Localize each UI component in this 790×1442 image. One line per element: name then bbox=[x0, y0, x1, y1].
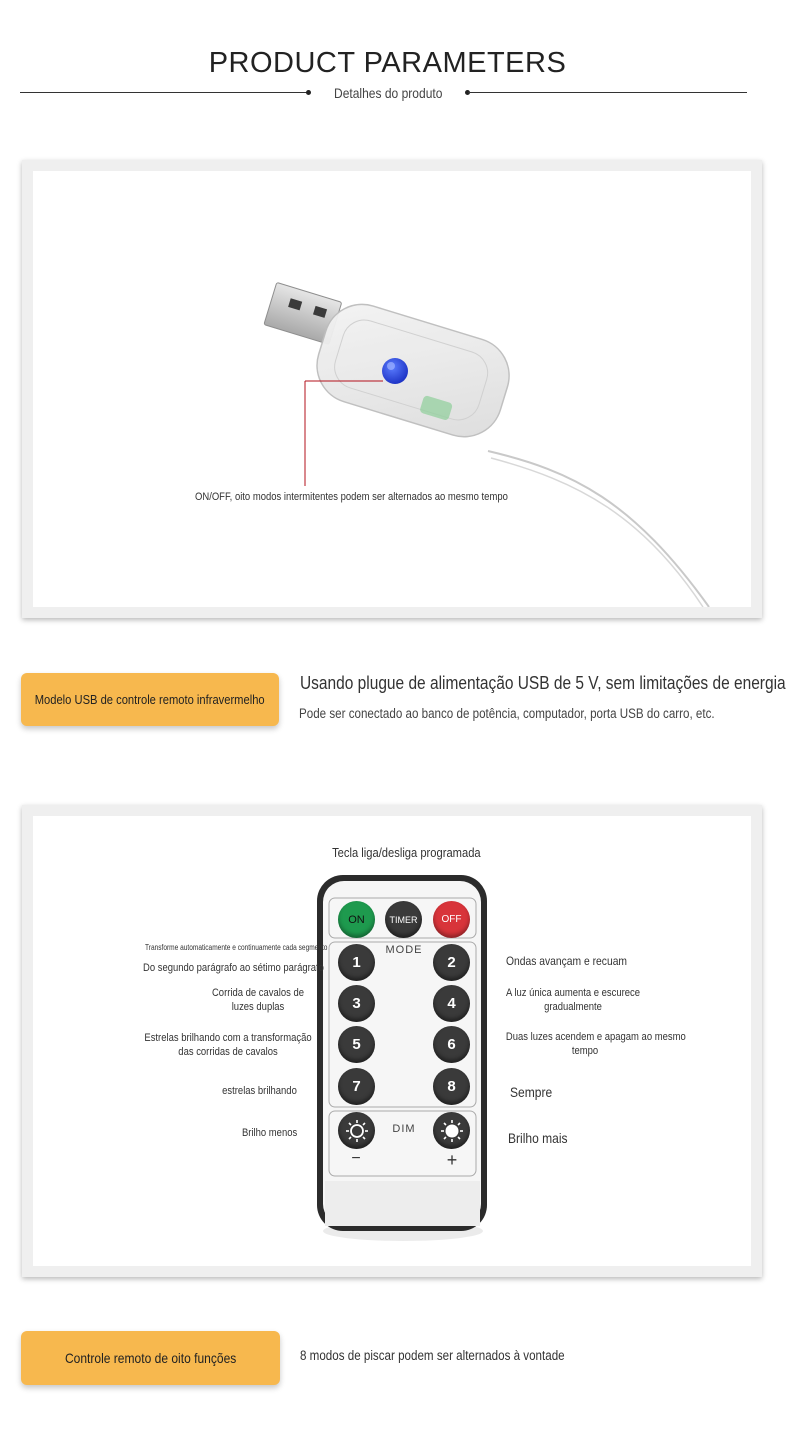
mode-8-button[interactable]: 8 bbox=[433, 1068, 470, 1105]
sun-filled-icon bbox=[440, 1119, 464, 1143]
minus-sign: − bbox=[351, 1150, 361, 1167]
page-subtitle: Detalhes do produto bbox=[334, 85, 443, 101]
usb-model-tag bbox=[21, 673, 279, 726]
mode-3-desc-line2: luzes duplas bbox=[231, 1001, 285, 1013]
mode-2-desc: Ondas avançam e recuam bbox=[506, 954, 628, 968]
remote-photo bbox=[33, 816, 751, 1266]
usb-photo-frame bbox=[22, 160, 762, 618]
mode-6-desc-line1: Duas luzes acendem e apagam ao mesmo bbox=[505, 1031, 686, 1043]
mode-2-button[interactable]: 2 bbox=[433, 944, 470, 981]
on-button[interactable] bbox=[338, 901, 375, 938]
mode-5-desc-line1: Estrelas brilhando com a transformação bbox=[144, 1032, 312, 1044]
mode-6-desc-line2: tempo bbox=[571, 1045, 599, 1057]
mode-4-desc bbox=[493, 987, 653, 1013]
remote-photo-frame bbox=[22, 805, 762, 1277]
timer-key-label-wrap bbox=[286, 844, 526, 862]
remote-function-tag bbox=[21, 1331, 280, 1385]
off-button-label: OFF bbox=[441, 914, 462, 925]
usb-photo bbox=[33, 171, 751, 607]
mode-3-desc-line1: Corrida de cavalos de bbox=[211, 987, 305, 999]
timer-button[interactable] bbox=[385, 901, 422, 938]
mode-8-desc: Sempre bbox=[510, 1084, 553, 1100]
mode-1-desc-small: Transforme automaticamente e continuamente cada segmento bbox=[145, 943, 328, 952]
mode-7-desc-text: estrelas brilhando bbox=[222, 1085, 297, 1097]
off-button[interactable] bbox=[433, 901, 470, 938]
mode-3-button[interactable]: 3 bbox=[338, 985, 375, 1022]
sun-outline-icon bbox=[345, 1119, 369, 1143]
page-title: PRODUCT PARAMETERS bbox=[208, 47, 567, 79]
mode-4-desc-line1: A luz única aumenta e escurece bbox=[505, 987, 641, 999]
mode-7-button[interactable]: 7 bbox=[338, 1068, 375, 1105]
usb-controller-illustration bbox=[33, 171, 751, 607]
header-rule-left-dot bbox=[306, 90, 311, 95]
timer-key-label: Tecla liga/desliga programada bbox=[331, 845, 481, 860]
on-button-label: ON bbox=[348, 913, 365, 926]
dim-minus-button[interactable] bbox=[338, 1112, 375, 1149]
header-rule-right bbox=[468, 92, 747, 93]
dim-minus-desc-text: Brilho menos bbox=[241, 1127, 297, 1139]
mode-4-button[interactable]: 4 bbox=[433, 985, 470, 1022]
mode-3-desc bbox=[183, 987, 333, 1013]
plus-sign: + bbox=[446, 1150, 458, 1170]
dim-label: DIM bbox=[392, 1123, 416, 1135]
mode-5-desc-line2: das corridas de cavalos bbox=[178, 1046, 278, 1058]
remote-function-tag-label: Controle remoto de oito funções bbox=[64, 1350, 237, 1366]
mode-5-button[interactable]: 5 bbox=[338, 1026, 375, 1063]
mode-7-desc bbox=[183, 1085, 297, 1097]
mode-6-desc bbox=[493, 1031, 686, 1057]
usb-headline: Usando plugue de alimentação USB de 5 V, sem limitações de energia bbox=[300, 673, 786, 693]
timer-button-label: TIMER bbox=[389, 914, 418, 925]
usb-description: Pode ser conectado ao banco de potência, computador, porta USB do carro, etc. bbox=[299, 706, 715, 721]
dim-plus-desc: Brilho mais bbox=[508, 1130, 568, 1146]
mode-5-desc bbox=[128, 1032, 328, 1058]
remote-description: 8 modos de piscar podem ser alternados à vontade bbox=[300, 1348, 565, 1363]
usb-model-tag-label: Modelo USB de controle remoto infravermelho bbox=[35, 692, 265, 707]
mode-1-desc: Do segundo parágrafo ao sétimo parágrafo bbox=[143, 962, 324, 974]
dim-minus-desc bbox=[183, 1127, 297, 1139]
header-rule-left bbox=[20, 92, 310, 93]
mode-label: MODE bbox=[385, 944, 423, 956]
dim-plus-button[interactable] bbox=[433, 1112, 470, 1149]
mode-4-desc-line2: gradualmente bbox=[544, 1001, 602, 1013]
mode-1-button[interactable]: 1 bbox=[338, 944, 375, 981]
usb-callout-label: ON/OFF, oito modos intermitentes podem ser alternados ao mesmo tempo bbox=[195, 491, 508, 503]
mode-6-button[interactable]: 6 bbox=[433, 1026, 470, 1063]
